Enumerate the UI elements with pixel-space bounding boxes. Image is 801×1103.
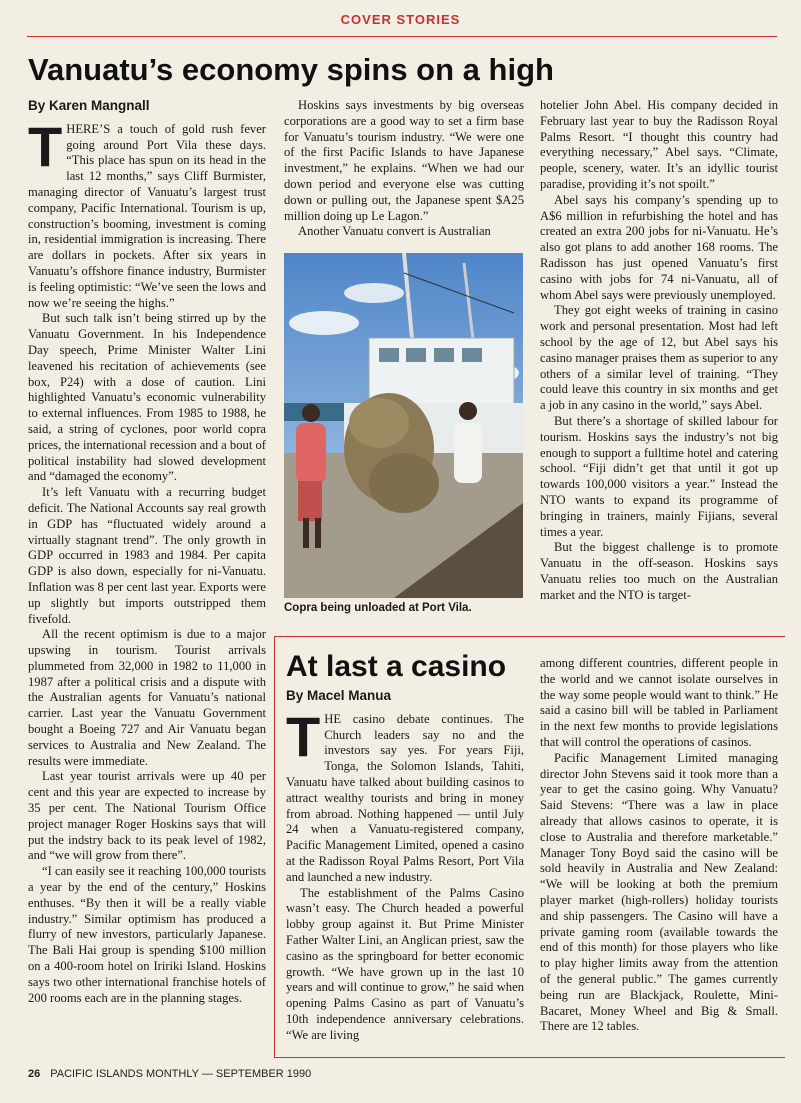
top-rule: [27, 36, 777, 37]
paragraph: Hoskins says investments by big overseas corporations are a good way to set a firm base for Vanuatu’s tourism industry. “We were one of the first Pacific Islands to have Japanese investment,” he explains. “When we had our down period and everyone else was cutting down or pulling out, the Japanese spent $A25 million doing up Le Lagon.”: [284, 98, 524, 223]
paragraph: The establishment of the Palms Casino wasn’t easy. The Church headed a powerful lobby group against it. But Prime Minister Father Walter Lini, an Anglican priest, saw the casino as the springboard for better economic growth. “We have grown up in the last 10 years and will continue to grow,” he said when opening Palms Casino as part of Vanuatu’s 10th independence anniversary celebrations. “We are living: [286, 885, 524, 1042]
paragraph: among different countries, different people in the world and we cannot isolate ourselves in the way some people would want to think.” He said a casino bill will be tabled in Parliament in the next few months to provide legislations that will control the operations of casinos.: [540, 656, 778, 749]
drop-cap: T: [286, 704, 321, 768]
paragraph: But the biggest challenge is to promote Vanuatu in the off-season. Hoskins says Vanuatu relies too much on the Australian market and the NTO is target-: [540, 540, 778, 602]
paragraph: HE casino debate continues. The Church leaders say no and the investors say yes. For years Fiji, Tonga, the Solomon Islands, Tahiti, Vanuatu have talked about building casinos to attract wealthy tourists and bring in money from abroad. Nothing happened — until July 24 when a Vanuatu-registered company, Pacific Management Limited, opened a casino at the Radisson Royal Palms Resort, Port Vila and launched a new industry.: [286, 711, 524, 884]
photo-caption: Copra being unloaded at Port Vila.: [284, 602, 472, 614]
article-byline: By Karen Mangnall: [28, 98, 150, 113]
sidebar-byline: By Macel Manua: [286, 688, 392, 703]
publication-line: PACIFIC ISLANDS MONTHLY — SEPTEMBER 1990: [50, 1068, 312, 1080]
paragraph: But there’s a shortage of skilled labour for tourism. Hoskins says the industry’s not big enough to support a fulltime hotel and catering school. “Fiji didn’t get that until it got up towards 100,000 visitors a year.” Instead the NTO wants to expand its programme of bringing in trainers, mainly Fijians, several times a year.: [540, 413, 778, 539]
paragraph: hotelier John Abel. His company decided in February last year to buy the Radisson Royal Palms Resort. “I thought this country had everything necessary,” Abel says. “Climate, people, scenery, water. It’s an idyllic tourist paradise, providing it’s not spoilt.”: [540, 98, 778, 191]
page-footer: [28, 1068, 311, 1080]
sidebar-column-1: [286, 688, 524, 1044]
paragraph: It’s left Vanuatu with a recurring budget deficit. The National Accounts say real growth in GDP has “fluctuated widely around a virtually stagnant trend”. The only growth in GDP occurred in 1983 and 1984. Per capita GDP is also down, especially for ni-Vanuatu. Inflation was 8 per cent last year. Exports were up slightly but imports outstripped them fivefold.: [28, 485, 266, 626]
paragraph: All the recent optimism is due to a major upswing in tourism. Tourist arrivals plummeted from 32,000 in 1982 to 11,000 in 1987 after a political crisis and a dispute with the Australian agents for Vanuatu’s national carrier. Last year the Vanuatu Government bought a Boeing 727 and Air Vanuatu began services to Australia and New Zealand. The results were immediate.: [28, 627, 266, 768]
paragraph: Another Vanuatu convert is Australian: [298, 224, 491, 239]
paragraph: Abel says his company’s spending up to A$6 million in refurbishing the hotel and has created an extra 200 jobs for ni-Vanuatu. He’s also got plans to add another 168 rooms. The Radisson has just opened Vanuatu’s first casino with jobs for 74 ni-Vanuatu, all of whom Abel says were previously unemployed.: [540, 192, 778, 302]
page-number: 26: [28, 1068, 41, 1080]
paragraph: But such talk isn’t being stirred up by the Vanuatu Government. In his Independence Day speech, Prime Minister Walter Lini leavened his recitation of achievements (see box, P24) with a dose of caution. Lini highlighted Vanuatu’s economic vulnerability to external influences. From 1985 to 1988, he said, a string of cyclones, poor world copra prices, the international recession and a bout of political instability had slowed development and “damaged the economy”.: [28, 311, 266, 484]
paragraph: Pacific Management Limited managing director John Stevens said it took more than a year to get the casino going. Why Vanuatu? Said Stevens: “There was a law in place already that allows casinos to operate, it is close to Australia and therefore marketable.” Manager Tony Boyd said the casino will be sold heavily in Australia and New Zealand: “We will be looking at both the premium player market (high-rollers) holiday tourists and ship passengers. The Casino will have a private gaming room (available towards the end of this month) for those players who like to play higher limits away from the attention of the general public.” The games currently being run are Blackjack, Roulette, Mini-Bacaret, Money Wheel and Big & Small. There are 12 tables.: [540, 750, 778, 1034]
article-column-3: [540, 98, 778, 604]
sidebar-column-2: [540, 656, 778, 1035]
paragraph: HERE’S a touch of gold rush fever going around Port Vila these days. “This place has spun on its head in the last 12 months,” says Cliff Burmister, managing director of Vanuatu’s largest trust company, Pacific International. Tourism is up, construction’s booming, investment is coming in, residential immigration is increasing. There are dollars in pockets. After six years in Vanuatu’s offshore finance industry, Burmister is feeling optimistic: “We’ve seen the lows and now we’re seeing the highs.”: [28, 121, 266, 310]
article-column-1: [28, 98, 266, 1006]
article-headline: Vanuatu’s economy spins on a high: [28, 52, 554, 87]
section-kicker: COVER STORIES: [340, 12, 461, 27]
paragraph: “I can easily see it reaching 100,000 tourists a year by the end of the century,” Hoskins enthuses. “By then it will be a really viable industry.” Similar optimism has produced a flurry of new investors, particularly Japanese. The Bali Hai group is spending $100 million on a 400-room hotel on Iririki Island. Hoskins says two other international franchise hotels of 200 rooms each are in the planning stages.: [28, 864, 266, 1005]
paragraph: Last year tourist arrivals were up 40 per cent and this year are expected to increase by 35 per cent. The National Tourism Office project manager Roger Hoskins says that will put the indstry back to its peak level of 1982, and “we will grow from there”.: [28, 769, 266, 863]
paragraph: They got eight weeks of training in casino work and personal presentation. Most had left school by the age of 12, but Abel says his casino manager praises them as superior to any others of a similar level of training. “They could leave this country in six months and get a job in any casino in the world,” says Abel.: [540, 303, 778, 413]
article-column-2: [284, 98, 524, 240]
copra-unloading-photo: [284, 253, 523, 598]
sidebar-headline: At last a casino: [286, 650, 507, 683]
drop-cap: T: [28, 114, 63, 178]
